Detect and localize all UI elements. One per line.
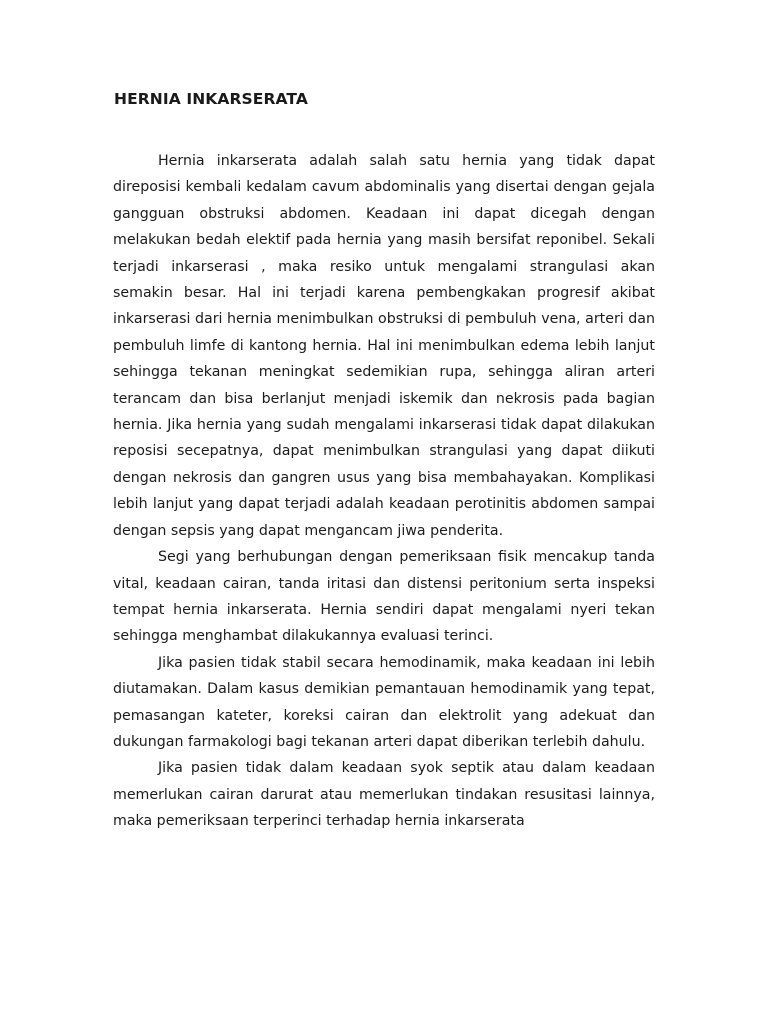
document-body (113, 148, 655, 835)
paragraph-3: Jika pasien tidak stabil secara hemodinamik, maka keadaan ini lebih diutamakan. Dalam kasus demikian pemantauan hemodinamik yang tepat, pemasangan kateter, koreksi cairan dan elektrolit yang adekuat dan dukungan farmakologi bagi tekanan arteri dapat diberikan terlebih dahulu. (113, 654, 655, 750)
paragraph-4: Jika pasien tidak dalam keadaan syok septik atau dalam keadaan memerlukan cairan darurat atau memerlukan tindakan resusitasi lainnya, maka pemeriksaan terperinci terhadap hernia inkarserata (113, 760, 655, 830)
paragraph-1: Hernia inkarserata adalah salah satu hernia yang tidak dapat direposisi kembali kedalam cavum abdominalis yang disertai dengan gejala gangguan obstruksi abdomen. Keadaan ini dapat dicegah dengan melakukan bedah elektif pada hernia yang masih bersifat reponibel. Sekali terjadi inkarserasi , maka resiko untuk mengalami strangulasi akan semakin besar. Hal ini terjadi karena pembengkakan progresif akibat inkarserasi dari hernia menimbulkan obstruksi di pembuluh vena, arteri dan pembuluh limfe di kantong hernia. Hal ini menimbulkan edema lebih lanjut sehingga tekanan meningkat sedemikian rupa, sehingga aliran arteri terancam dan bisa berlanjut menjadi iskemik dan nekrosis pada bagian hernia. Jika hernia yang sudah mengalami inkarserasi tidak dapat dilakukan reposisi secepatnya, dapat menimbulkan strangulasi yang dapat diikuti dengan nekrosis dan gangren usus yang bisa membahayakan. Komplikasi lebih lanjut yang dapat terjadi adalah keadaan perotinitis abdomen sampai dengan sepsis yang dapat mengancam jiwa penderita. (113, 153, 655, 539)
paragraph-2: Segi yang berhubungan dengan pemeriksaan fisik mencakup tanda vital, keadaan cairan, tanda iritasi dan distensi peritonium serta inspeksi tempat hernia inkarserata. Hernia sendiri dapat mengalami nyeri tekan sehingga menghambat dilakukannya evaluasi terinci. (113, 549, 655, 645)
document-title: HERNIA INKARSERATA (114, 90, 308, 108)
